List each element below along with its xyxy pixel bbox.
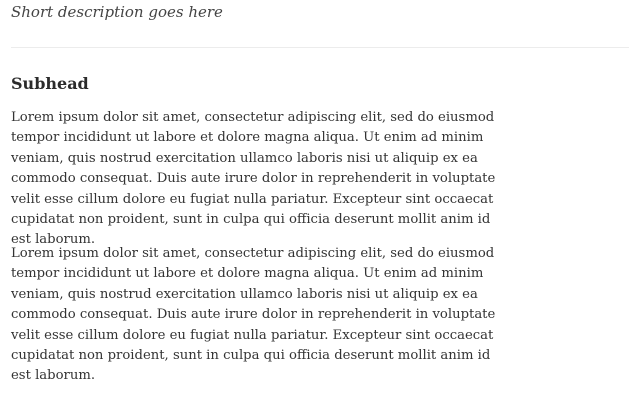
divider xyxy=(11,47,629,48)
short-description: Short description goes here xyxy=(11,3,223,21)
subhead: Subhead xyxy=(11,74,89,93)
body-paragraph: Lorem ipsum dolor sit amet, consectetur adipiscing elit, sed do eiusmod tempor incididunt ut labore et dolore magna aliqua. Ut enim ad minim veniam, quis nostrud exercitation ullamco laboris nisi ut aliquip ex ea commodo consequat. Duis aute irure dolor in reprehenderit in voluptate velit esse cillum dolore eu fugiat nulla pariatur. Excepteur sint occaecat cupidatat non proident, sunt in culpa qui officia deserunt mollit anim id est laborum. xyxy=(11,110,496,248)
body-paragraph: Lorem ipsum dolor sit amet, consectetur adipiscing elit, sed do eiusmod tempor incididunt ut labore et dolore magna aliqua. Ut enim ad minim veniam, quis nostrud exercitation ullamco laboris nisi ut aliquip ex ea commodo consequat. Duis aute irure dolor in reprehenderit in voluptate velit esse cillum dolore eu fugiat nulla pariatur. Excepteur sint occaecat cupidatat non proident, sunt in culpa qui officia deserunt mollit anim id est laborum. xyxy=(11,246,496,384)
